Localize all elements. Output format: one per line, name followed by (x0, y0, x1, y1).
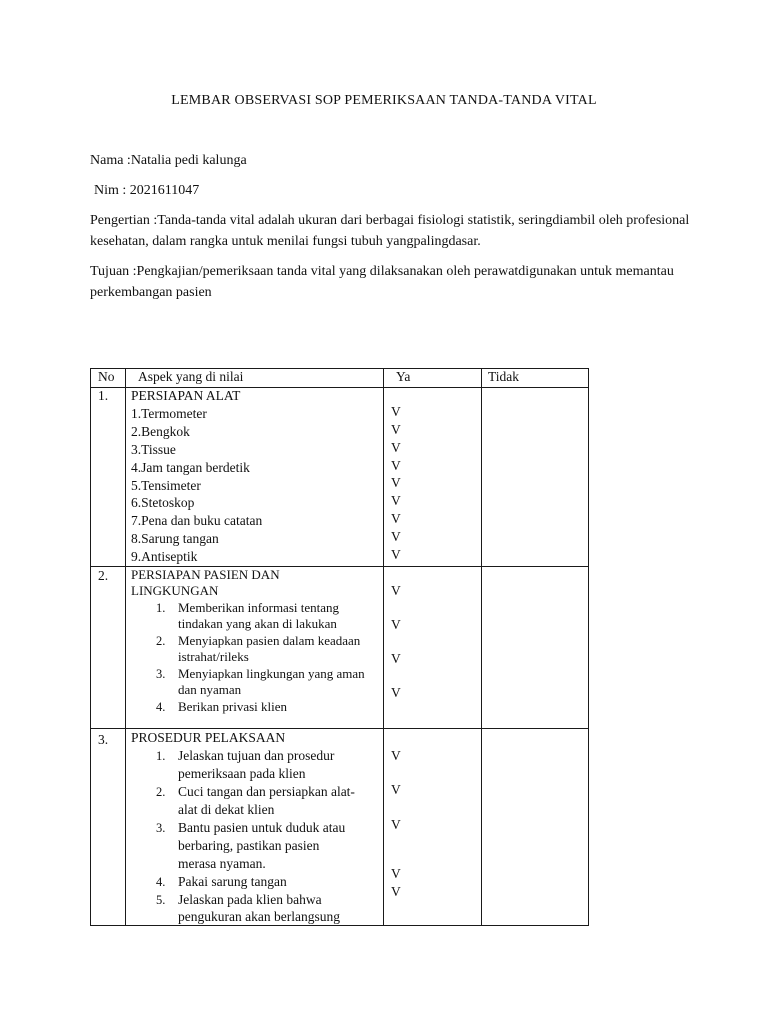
section-3-title: PROSEDUR PELAKSAAN (131, 730, 286, 745)
list-item: 4.Jam tangan berdetik (131, 460, 250, 475)
item-number: 4. (156, 700, 166, 714)
list-item: Pakai sarung tangan (178, 874, 287, 889)
list-item: 3.Tissue (131, 442, 176, 457)
list-item: 2.Bengkok (131, 424, 190, 439)
student-nim: Nim : 2021611047 (94, 183, 200, 198)
list-item: Berikan privasi klien (178, 699, 288, 714)
list-item: 6.Stetoskop (131, 495, 195, 510)
item-number: 1. (156, 749, 166, 763)
list-item: Menyiapkan pasien dalam keadaan (178, 633, 361, 648)
observation-table (90, 368, 589, 926)
header-not: Tidak (488, 369, 520, 384)
section-2-title: LINGKUNGAN (131, 583, 219, 598)
list-item: Cuci tangan dan persiapkan alat- (178, 784, 355, 799)
check-mark: V (391, 529, 401, 544)
check-mark: V (391, 440, 401, 455)
purpose-paragraph: Tujuan :Pengkajian/pemeriksaan tanda vital yang dilaksanakan oleh perawatdigunakan untuk memantau perkembangan pasien (90, 264, 674, 300)
item-number: 5. (156, 893, 166, 907)
check-mark: V (391, 493, 401, 508)
list-item: istrahat/rileks (178, 649, 249, 664)
list-item: tindakan yang akan di lakukan (178, 616, 337, 631)
check-mark: V (391, 817, 401, 832)
list-item: merasa nyaman. (178, 856, 266, 871)
header-aspect: Aspek yang di nilai (138, 369, 244, 384)
check-mark: V (391, 583, 401, 598)
list-item: berbaring, pastikan pasien (178, 838, 320, 853)
check-mark: V (391, 617, 401, 632)
list-item: 8.Sarung tangan (131, 531, 219, 546)
list-item: Memberikan informasi tentang (178, 600, 340, 615)
check-mark: V (391, 651, 401, 666)
list-item: 7.Pena dan buku catatan (131, 513, 263, 528)
list-item: 1.Termometer (131, 406, 207, 421)
check-mark: V (391, 884, 401, 899)
check-mark: V (391, 404, 401, 419)
section-3-number: 3. (98, 732, 109, 747)
item-number: 3. (156, 821, 166, 835)
header-no: No (98, 369, 115, 384)
check-mark: V (391, 748, 401, 763)
section-2-title: PERSIAPAN PASIEN DAN (131, 567, 280, 582)
item-number: 2. (156, 634, 166, 648)
check-mark: V (391, 511, 401, 526)
header-yes: Ya (396, 369, 411, 384)
list-item: Bantu pasien untuk duduk atau (178, 820, 346, 835)
list-item: pemeriksaan pada klien (178, 766, 306, 781)
student-name: Nama :Natalia pedi kalunga (90, 153, 247, 168)
check-mark: V (391, 458, 401, 473)
item-number: 1. (156, 601, 166, 615)
section-1-title: PERSIAPAN ALAT (131, 388, 241, 403)
list-item: Jelaskan tujuan dan prosedur (178, 748, 335, 763)
check-mark: V (391, 422, 401, 437)
list-item: alat di dekat klien (178, 802, 275, 817)
item-number: 2. (156, 785, 166, 799)
section-2-number: 2. (98, 568, 109, 583)
list-item: 5.Tensimeter (131, 478, 201, 493)
list-item: 9.Antiseptik (131, 549, 198, 564)
section-1-number: 1. (98, 388, 109, 403)
list-item: dan nyaman (178, 682, 242, 697)
check-mark: V (391, 475, 401, 490)
list-item: pengukuran akan berlangsung (178, 909, 340, 924)
document-title: LEMBAR OBSERVASI SOP PEMERIKSAAN TANDA-TANDA VITAL (171, 93, 597, 108)
check-mark: V (391, 866, 401, 881)
check-mark: V (391, 547, 401, 562)
check-mark: V (391, 782, 401, 797)
item-number: 4. (156, 875, 166, 889)
list-item: Menyiapkan lingkungan yang aman (178, 666, 365, 681)
definition-paragraph: Pengertian :Tanda-tanda vital adalah ukuran dari berbagai fisiologi statistik, seringdiambil oleh profesional kesehatan, dalam rangka untuk menilai fungsi tubuh yangpalingdasar. (90, 213, 690, 249)
check-mark: V (391, 685, 401, 700)
item-number: 3. (156, 667, 166, 681)
list-item: Jelaskan pada klien bahwa (178, 892, 322, 907)
